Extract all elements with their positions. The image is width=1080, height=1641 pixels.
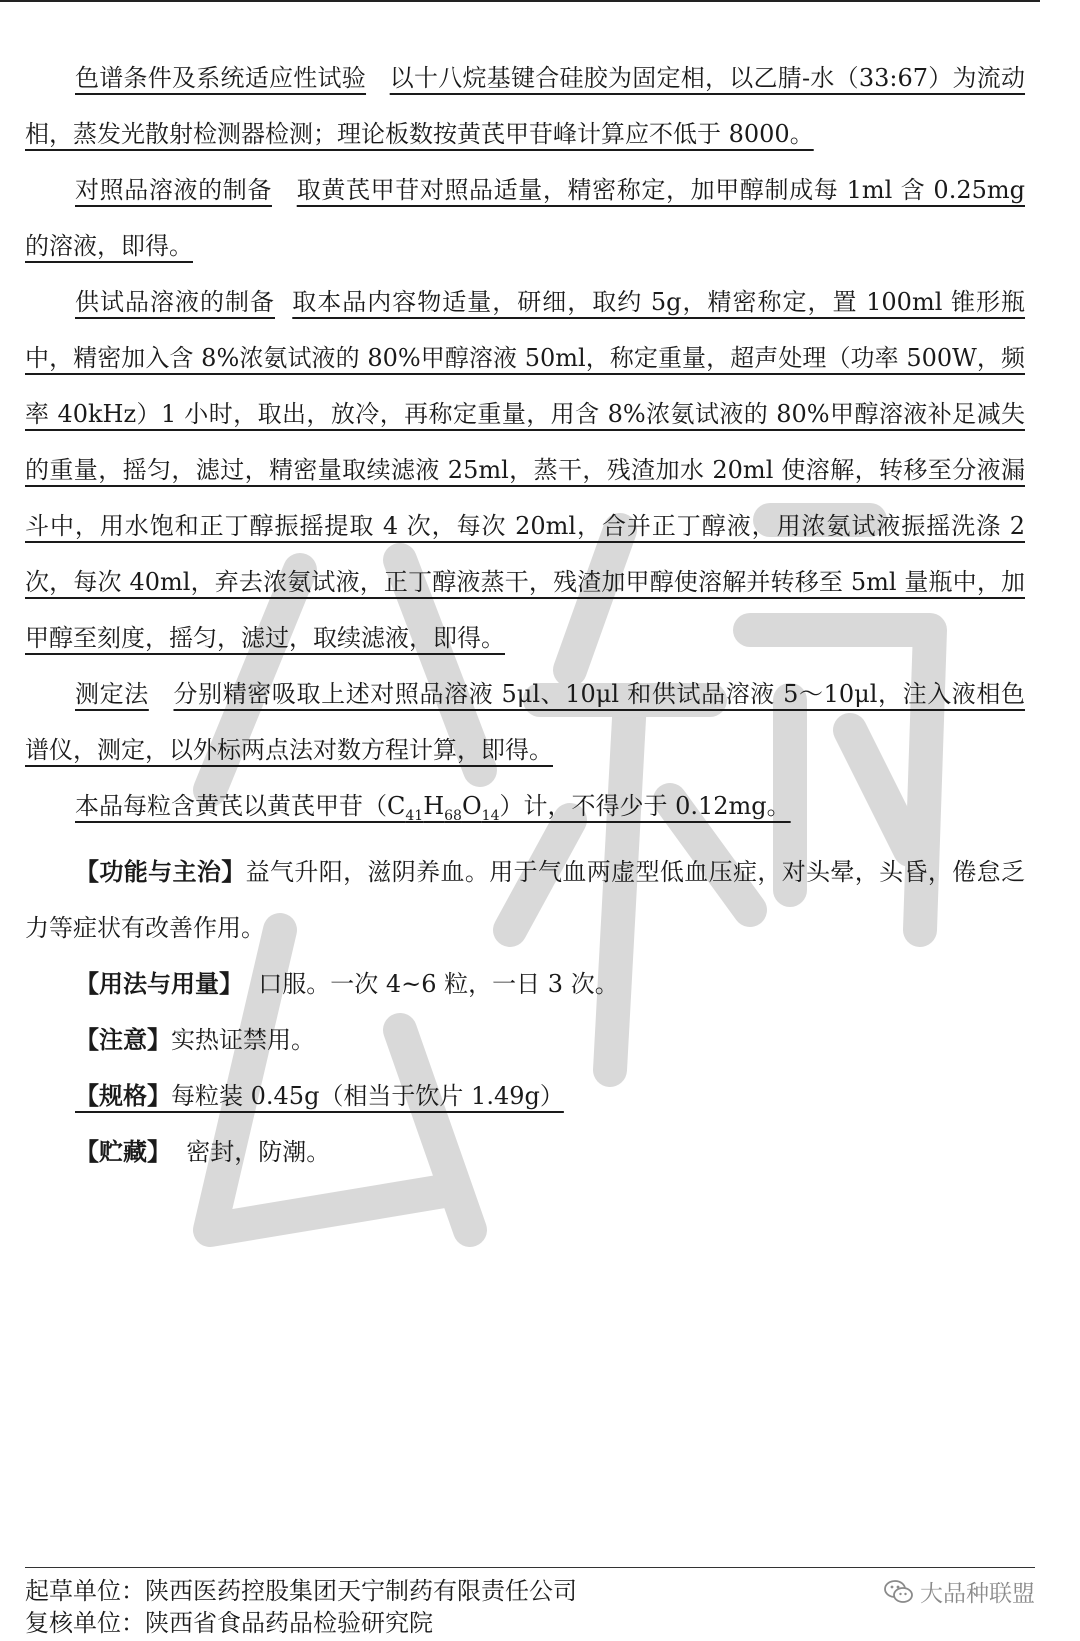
content-before: 本品每粒含黄芪以黄芪甲苷（C <box>75 792 406 820</box>
spec-heading: 【规格】 <box>75 1081 171 1110</box>
sample-paragraph <box>25 274 1025 666</box>
caution-heading: 【注意】 <box>75 1025 171 1054</box>
assay-heading: 测定法 <box>75 680 149 708</box>
reference-text: 取黄芪甲苷对照品适量，精密称定，加甲醇制成每 1ml 含 0.25mg 的溶液，即得。 <box>25 176 1025 260</box>
document-body <box>25 50 1025 1180</box>
reference-heading: 对照品溶液的制备 <box>75 176 272 204</box>
drafter-name: 陕西医药控股集团天宁制药有限责任公司 <box>145 1577 577 1605</box>
spec-paragraph <box>25 1068 1025 1124</box>
function-paragraph <box>25 844 1025 956</box>
spec-text: 每粒装 0.45g（相当于饮片 1.49g） <box>171 1081 564 1110</box>
formula-o: O <box>461 792 482 820</box>
drafter-label: 起草单位： <box>25 1577 145 1605</box>
reviewer-name: 陕西省食品药品检验研究院 <box>145 1609 433 1637</box>
formula-h-count: 68 <box>444 807 462 824</box>
footer-rule <box>25 1567 1035 1568</box>
formula-o-count: 14 <box>481 807 500 824</box>
storage-heading: 【贮藏】 <box>75 1137 171 1166</box>
footer <box>25 1575 577 1639</box>
usage-text: 口服。一次 4~6 粒，一日 3 次。 <box>258 969 619 998</box>
function-text: 益气升阳，滋阴养血。用于气血两虚型低血压症，对头晕，头昏，倦怠乏力等症状有改善作用。 <box>25 857 1026 942</box>
chromatography-heading: 色谱条件及系统适应性试验 <box>75 64 367 92</box>
reference-paragraph <box>25 162 1025 274</box>
usage-heading: 【用法与用量】 <box>75 969 243 998</box>
assay-text: 分别精密吸取上述对照品溶液 5μl、10μl 和供试品溶液 5～10μl，注入液相色谱仪，测定，以外标两点法对数方程计算，即得。 <box>25 680 1026 764</box>
usage-paragraph <box>25 956 1025 1012</box>
sample-heading: 供试品溶液的制备 <box>75 288 275 316</box>
chromatography-paragraph <box>25 50 1025 162</box>
storage-paragraph <box>25 1124 1025 1180</box>
top-rule <box>0 0 1040 2</box>
wechat-icon <box>884 1579 914 1605</box>
reviewer-label: 复核单位： <box>25 1609 145 1637</box>
content-after: ）计，不得少于 0.12mg。 <box>499 792 791 820</box>
spec-line <box>75 1082 564 1110</box>
function-heading: 【功能与主治】 <box>75 857 246 886</box>
assay-paragraph <box>25 666 1025 778</box>
brand-watermark <box>884 1575 1035 1608</box>
chromatography-text: 以十八烷基键合硅胶为固定相，以乙腈-水（33:67）为流动相，蒸发光散射检测器检测；理论板数按黄芪甲苷峰计算应不低于 8000。 <box>25 64 1026 148</box>
caution-text: 实热证禁用。 <box>171 1025 315 1054</box>
content-limit-text <box>75 792 791 824</box>
content-limit-paragraph <box>25 778 1025 844</box>
caution-paragraph <box>25 1012 1025 1068</box>
formula-c-count: 41 <box>405 807 424 824</box>
storage-text: 密封，防潮。 <box>186 1137 331 1166</box>
drafter-line <box>25 1575 577 1607</box>
formula-h: H <box>423 792 445 820</box>
reviewer-line <box>25 1607 577 1639</box>
brand-text: 大品种联盟 <box>920 1581 1035 1607</box>
sample-text: 取本品内容物适量，研细，取约 5g，精密称定，置 100ml 锥形瓶中，精密加入含 8%浓氨试液的 80%甲醇溶液 50ml，称定重量，超声处理（功率 500W，频率 40kHz）1 小时，取出，放冷，再称定重量，用含 8%浓氨试液的 80%甲醇溶液补足减失的重量，摇匀，滤过，精密量取续滤液 25ml，蒸干，残渣加水 20ml 使溶解，转移至分液漏斗中，用水饱和正丁醇振摇提取 4 次，每次 20ml，合并正丁醇液，用浓氨试液振摇洗涤 2 次，每次 40ml，弃去浓氨试液，正丁醇液蒸干，残渣加甲醇使溶解并转移至 5ml 量瓶中，加甲醇至刻度，摇匀，滤过，取续滤液，即得。 <box>25 288 1026 652</box>
